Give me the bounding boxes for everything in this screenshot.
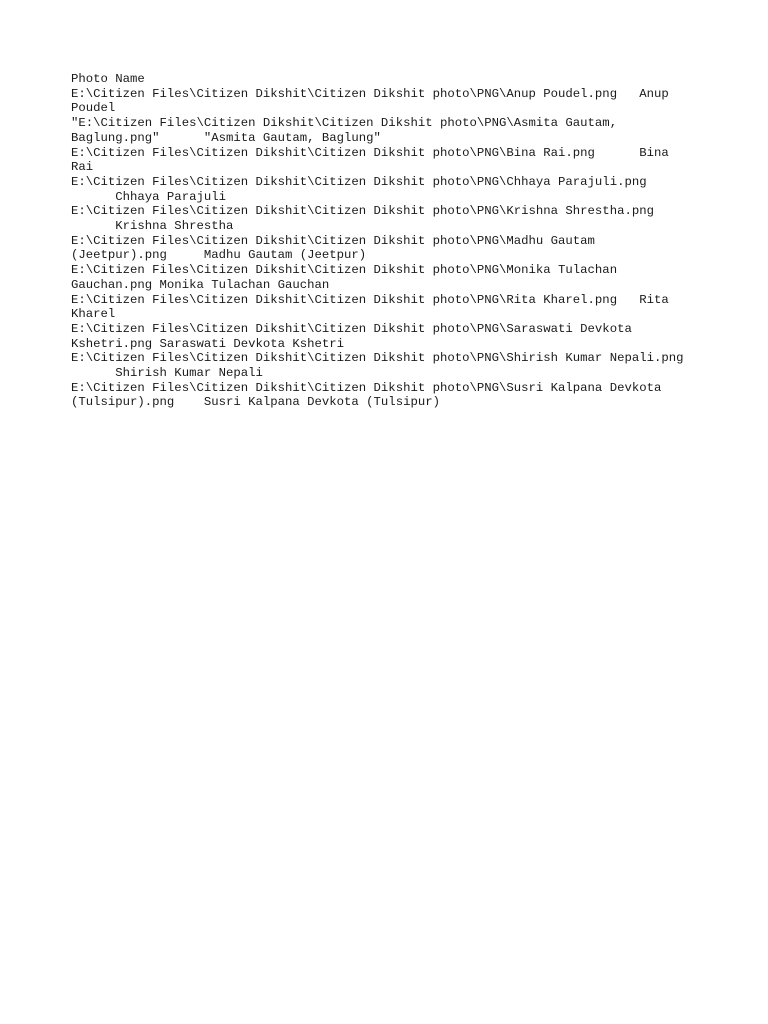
text-line: Kshetri.png Saraswati Devkota Kshetri xyxy=(71,336,345,351)
text-line: E:\Citizen Files\Citizen Dikshit\Citizen Dikshit photo\PNG\Shirish Kumar Nepali.png xyxy=(71,351,684,366)
text-line: E:\Citizen Files\Citizen Dikshit\Citizen Dikshit photo\PNG\Saraswati Devkota xyxy=(71,321,632,336)
text-line: (Jeetpur).png Madhu Gautam (Jeetpur) xyxy=(71,248,367,263)
text-line: (Tulsipur).png Susri Kalpana Devkota (Tulsipur) xyxy=(71,395,440,410)
document-page xyxy=(71,72,711,410)
text-line: Baglung.png" "Asmita Gautam, Baglung" xyxy=(71,130,381,145)
text-line: E:\Citizen Files\Citizen Dikshit\Citizen Dikshit photo\PNG\Susri Kalpana Devkota xyxy=(71,380,662,395)
text-line: Poudel xyxy=(71,101,116,116)
text-line: E:\Citizen Files\Citizen Dikshit\Citizen Dikshit photo\PNG\Bina Rai.png Bina xyxy=(71,145,669,160)
text-line: E:\Citizen Files\Citizen Dikshit\Citizen Dikshit photo\PNG\Madhu Gautam xyxy=(71,233,595,248)
text-line: E:\Citizen Files\Citizen Dikshit\Citizen Dikshit photo\PNG\Krishna Shrestha.png xyxy=(71,204,654,219)
text-line: E:\Citizen Files\Citizen Dikshit\Citizen Dikshit photo\PNG\Chhaya Parajuli.png xyxy=(71,174,647,189)
text-line: Shirish Kumar Nepali xyxy=(71,366,263,381)
text-line: Krishna Shrestha xyxy=(71,219,234,234)
text-line: "E:\Citizen Files\Citizen Dikshit\Citizen Dikshit photo\PNG\Asmita Gautam, xyxy=(71,116,618,131)
text-line: E:\Citizen Files\Citizen Dikshit\Citizen Dikshit photo\PNG\Monika Tulachan xyxy=(71,263,618,278)
text-line: E:\Citizen Files\Citizen Dikshit\Citizen Dikshit photo\PNG\Rita Kharel.png Rita xyxy=(71,292,669,307)
header-line: Photo Name xyxy=(71,72,145,86)
text-line: Gauchan.png Monika Tulachan Gauchan xyxy=(71,277,330,292)
text-line: Chhaya Parajuli xyxy=(71,189,226,204)
text-line: Kharel xyxy=(71,307,116,322)
text-line: Rai xyxy=(71,160,94,175)
text-line: E:\Citizen Files\Citizen Dikshit\Citizen Dikshit photo\PNG\Anup Poudel.png Anup xyxy=(71,86,669,101)
